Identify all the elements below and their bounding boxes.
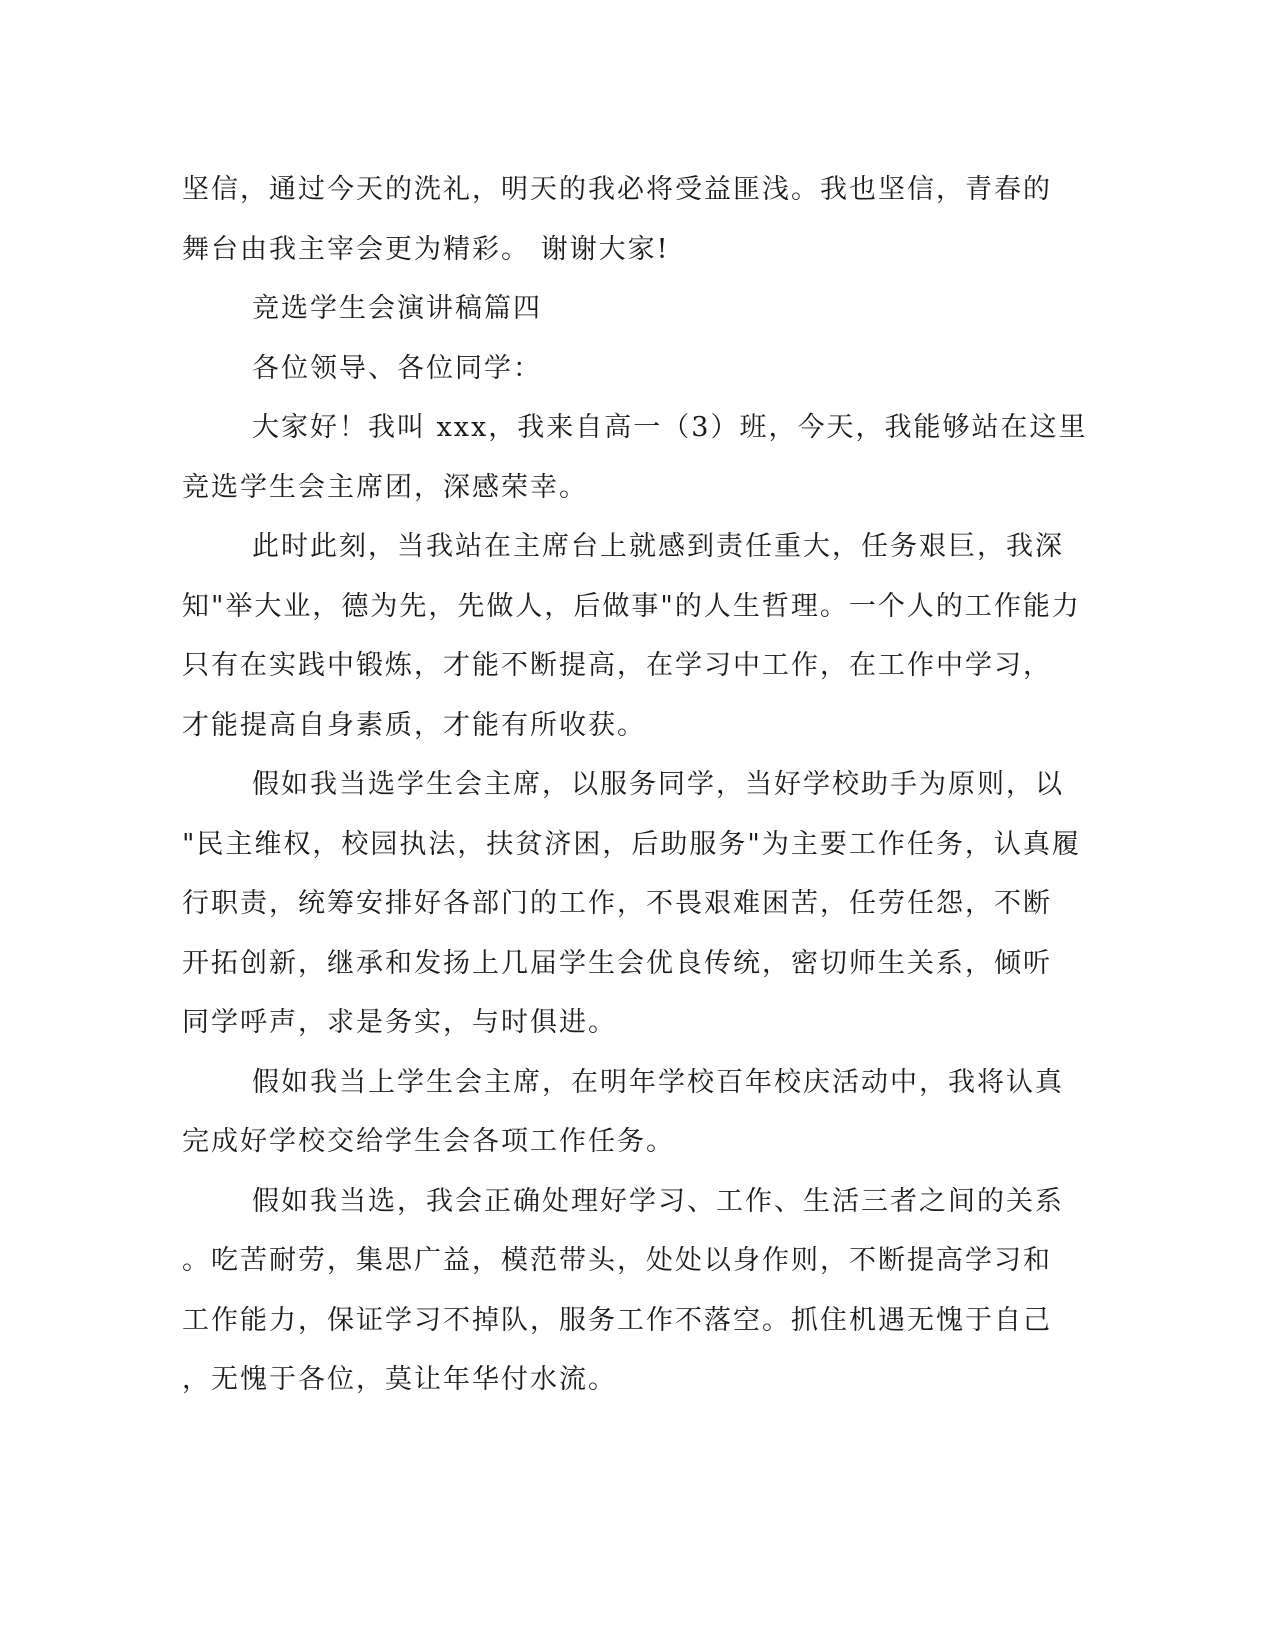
text-line: 开拓创新，继承和发扬上几届学生会优良传统，密切师生关系，倾听	[182, 947, 1052, 979]
text-line: 坚信，通过今天的洗礼，明天的我必将受益匪浅。我也坚信，青春的	[182, 174, 1052, 205]
text-line: 知"举大业，德为先，先做人，后做事"的人生哲理。一个人的工作能力	[182, 590, 1081, 622]
salutation: 各位领导、各位同学：	[252, 352, 542, 384]
text-line: 完成好学校交给学生会各项工作任务。	[182, 1126, 675, 1157]
text-line: 工作能力，保证学习不掉队，服务工作不落空。抓住机遇无愧于自己	[182, 1304, 1052, 1336]
text-line: 才能提高自身素质，才能有所收获。	[182, 709, 646, 741]
text-line: 同学呼声，求是务实，与时俱进。	[182, 1007, 617, 1038]
text-line: 舞台由我主宰会更为精彩。 谢谢大家!	[182, 233, 670, 265]
text-line: 大家好！我叫 xxx，我来自高一（3）班，今天，我能够站在这里	[252, 412, 1088, 443]
text-line: 假如我当选，我会正确处理好学习、工作、生活三者之间的关系	[252, 1185, 1064, 1217]
document-body	[182, 160, 1088, 1410]
text-line: 竞选学生会主席团，深感荣幸。	[182, 471, 588, 503]
text-line: 假如我当上学生会主席，在明年学校百年校庆活动中，我将认真	[252, 1066, 1064, 1098]
text-line: 行职责，统筹安排好各部门的工作，不畏艰难困苦，任劳任怨，不断	[182, 888, 1052, 919]
section-heading: 竞选学生会演讲稿篇四	[252, 293, 542, 324]
text-line: 只有在实践中锻炼，才能不断提高，在学习中工作，在工作中学习，	[182, 650, 1052, 681]
text-line: 。吃苦耐劳，集思广益，模范带头，处处以身作则，不断提高学习和	[182, 1245, 1052, 1276]
text-line: 此时此刻，当我站在主席台上就感到责任重大，任务艰巨，我深	[252, 531, 1064, 562]
text-line: 假如我当选学生会主席，以服务同学，当好学校助手为原则，以	[252, 769, 1064, 800]
text-line: "民主维权，校园执法，扶贫济困，后助服务"为主要工作任务，认真履	[182, 828, 1081, 860]
text-line: ，无愧于各位，莫让年华付水流。	[182, 1364, 617, 1395]
